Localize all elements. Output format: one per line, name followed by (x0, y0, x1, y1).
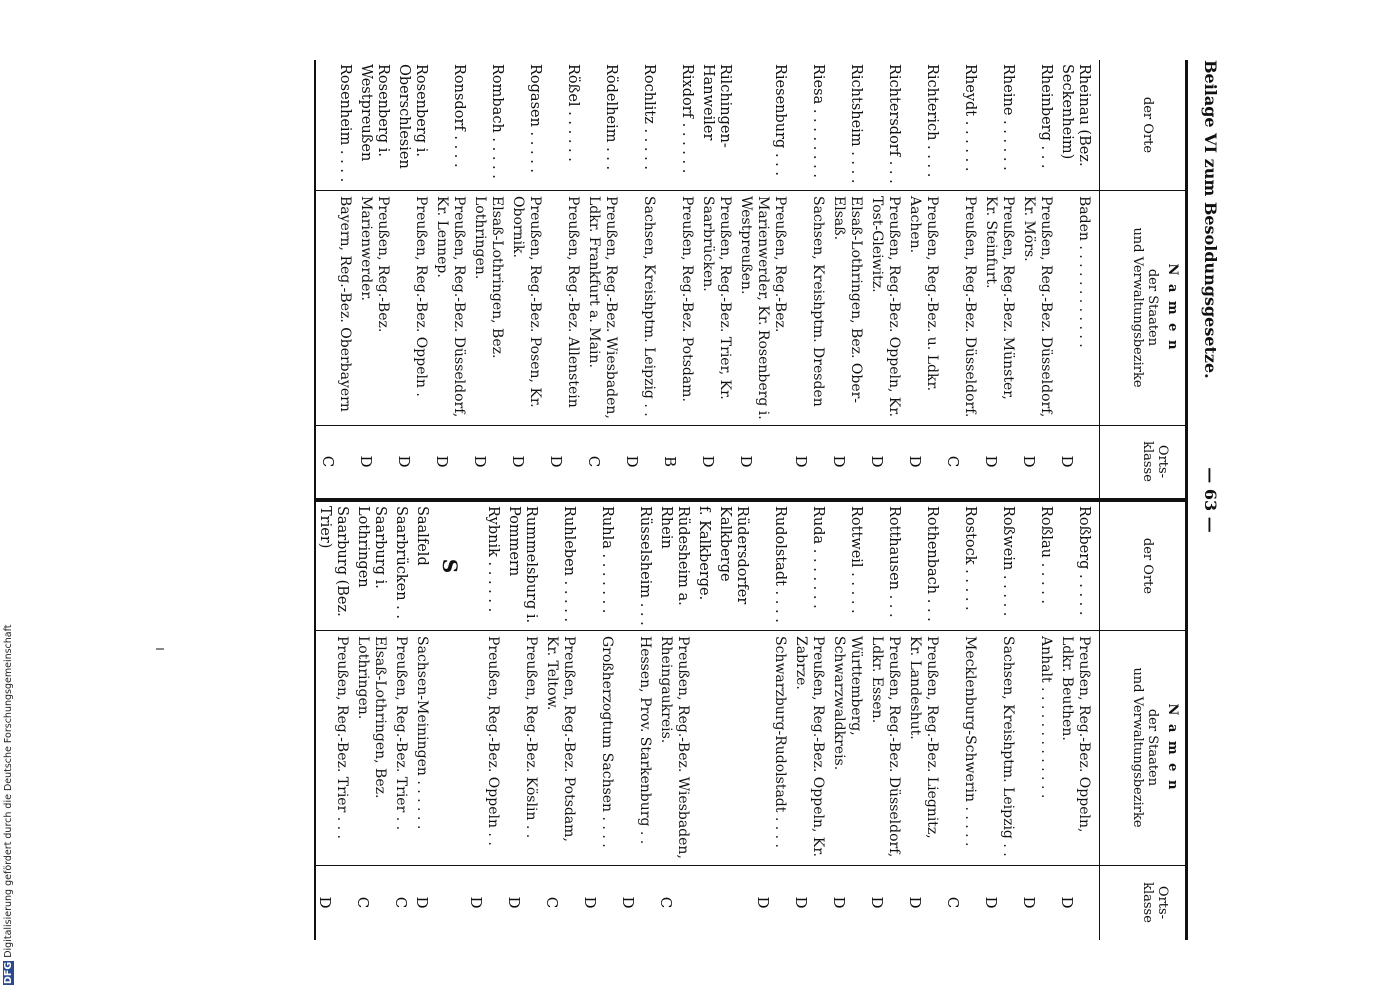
place-name: Rothenbach . . . (924, 506, 940, 622)
col-header-orte-right: der Orte (1140, 537, 1155, 595)
ortsklasse: D (467, 896, 485, 909)
ortsklasse: C (944, 896, 962, 909)
state-district: Preußen, Reg.-Bez. Oppeln, Kr. Zabrze. (793, 636, 826, 857)
state-district: Preußen, Reg.-Bez. Marienwerder. (358, 196, 391, 333)
ortsklasse: D (868, 896, 886, 909)
place-name: Saarburg (Bez. Trier) (317, 506, 350, 617)
state-district: Preußen, Reg.-Bez. Trier, Kr. Saarbrücken. (700, 196, 733, 400)
ortsklasse: D (357, 455, 375, 468)
place-name: Rosenberg i. Westpreußen (358, 64, 391, 162)
state-district: Preußen, Reg.-Bez. Potsdam, Kr. Teltow. (544, 636, 577, 842)
state-district: Preußen, Reg.-Bez. Liegnitz, Kr. Landeshut. (907, 636, 940, 839)
place-name: Rogasen . . . . . (527, 64, 543, 174)
ortsklasse: D (471, 455, 489, 468)
col-header-orte-left: der Orte (1140, 96, 1155, 154)
place-name: Richterich . . . . (924, 64, 940, 178)
left-col-rule-1 (314, 190, 1188, 191)
ortsklasse: D (1020, 455, 1038, 468)
state-district: Preußen, Reg.-Bez. Trier . . . (334, 636, 350, 839)
state-district: Württemberg, Schwarzwaldkreis. (831, 636, 864, 771)
ortsklasse: C (354, 896, 372, 909)
ortsklasse: D (509, 455, 527, 468)
place-name: Saalfeld (414, 506, 430, 566)
state-district: Sachsen, Kreishptm. Leipzig . . (641, 196, 657, 417)
place-name: Rybnik . . . . . . (485, 506, 501, 613)
ortsklasse: D (982, 455, 1000, 468)
ortsklasse: D (619, 896, 637, 909)
col-header-klasse-left: Orts- klasse (1140, 441, 1170, 482)
place-name: Rheydt . . . . . . (962, 64, 978, 172)
state-district: Preußen, Reg.-Bez. Düsseldorf, Ldkr. Essen. (869, 636, 902, 858)
state-district: Elsaß-Lothringen, Bez. Lothringen. (472, 196, 505, 359)
state-district: Sachsen, Kreishptm. Dresden (810, 196, 826, 407)
right-col-rule-2 (314, 865, 1188, 866)
col-header-namen-right: N a m e n (1165, 703, 1180, 792)
state-district: Preußen, Reg.-Bez. Düsseldorf. (962, 196, 978, 418)
place-name: Rottweil . . . . . (848, 506, 864, 614)
place-name: Saarbrücken . . (393, 506, 409, 619)
state-district: Baden . . . . . . . . . . . . (1076, 196, 1092, 348)
place-name: Rheinberg . . . (1038, 64, 1054, 169)
ortsklasse: D (1020, 896, 1038, 909)
place-name: Rummelsburg i. Pommern (506, 506, 539, 624)
ortsklasse: D (792, 896, 810, 909)
ortsklasse: D (581, 896, 599, 909)
place-name: Richtersdorf . . . (886, 64, 902, 184)
right-col-rule-1 (314, 630, 1188, 631)
ortsklasse: D (868, 455, 886, 468)
ortsklasse: C (392, 896, 410, 909)
place-name: Rößel . . . . . . (565, 64, 581, 162)
place-name: Roßlau . . . . . (1038, 506, 1054, 605)
place-name: f. Kalkberge. (696, 506, 712, 601)
place-name: Rosenberg i. Oberschlesien (396, 64, 429, 169)
col-header-staaten-right: der Staaten und Verwaltungsbezirke (1130, 667, 1160, 828)
state-district: Preußen, Reg.-Bez. Wiesbaden, Rheingaukreis. (658, 636, 691, 859)
state-district: Sachsen-Meiningen . . . . . . (414, 636, 430, 830)
place-name: Rheine . . . . . . (1000, 64, 1016, 171)
place-name: Saarburg i. Lothringen (355, 506, 388, 589)
place-name: Ronsdorf . . . . (451, 64, 467, 168)
state-district: Preußen, Reg.-Bez. Potsdam. (679, 196, 695, 402)
place-name: Rheinau (Bez. Seckenheim) (1059, 64, 1092, 167)
ortsklasse: D (830, 896, 848, 909)
state-district: Schwarzburg-Rudolstadt . . . . (772, 636, 788, 848)
ortsklasse: D (792, 455, 810, 468)
dfg-logo: DFG (3, 961, 14, 984)
dfg-footer (3, 605, 19, 985)
ortsklasse: C (543, 896, 561, 909)
state-district: Preußen, Reg.-Bez. Allenstein (565, 196, 581, 408)
place-name: Riesenburg . . . (772, 64, 788, 176)
ortsklasse: C (319, 455, 337, 468)
ortsklasse: D (737, 455, 755, 468)
place-name: Rochlitz . . . . . (641, 64, 657, 170)
state-district: Preußen, Reg.-Bez. Münster, Kr. Steinfurt. (983, 196, 1016, 400)
place-name: Roßwein . . . . . (1000, 506, 1016, 617)
ortsklasse: D (395, 455, 413, 468)
place-name: Ruhleben . . . . . (561, 506, 577, 623)
place-name: Riesa . . . . . . . . (810, 64, 826, 178)
ortsklasse: B (661, 455, 679, 468)
ortsklasse: D (316, 896, 334, 909)
place-name: Rödelheim . . . (603, 64, 619, 171)
section-letter: S (438, 558, 462, 574)
place-name: Rüdesheim a. Rhein (658, 506, 691, 606)
place-name: Roßberg . . . . . (1076, 506, 1092, 616)
ortsklasse: D (906, 896, 924, 909)
ortsklasse: D (1058, 896, 1076, 909)
col-header-staaten-left: der Staaten und Verwaltungsbezirke (1130, 227, 1160, 388)
rotated-page (300, 60, 1230, 940)
place-name: Rostock . . . . . (962, 506, 978, 611)
ortsklasse: D (1058, 455, 1076, 468)
ortsklasse: C (944, 455, 962, 468)
col-header-klasse-right: Orts- klasse (1140, 882, 1170, 923)
state-district: Preußen, Reg.-Bez. Düsseldorf, Kr. Lennep. (434, 196, 467, 418)
place-name: Rosenheim . . . . (337, 64, 353, 183)
ortsklasse: D (982, 896, 1000, 909)
state-district: Sachsen, Kreishptm. Leipzig . . (1000, 636, 1016, 857)
state-district: Mecklenburg-Schwerin . . . . . (962, 636, 978, 847)
state-district: Preußen, Reg.-Bez. Düsseldorf, Kr. Mörs. (1021, 196, 1054, 418)
ortsklasse: D (906, 455, 924, 468)
ortsklasse: D (699, 455, 717, 468)
state-district: Großherzogtum Sachsen . . . . (599, 636, 615, 848)
state-district: Preußen, Reg.-Bez. Marienwerder, Kr. Rosenberg i. Westpreußen. (738, 196, 788, 420)
state-district: Preußen, Reg.-Bez. Posen, Kr. Obornik. (510, 196, 543, 408)
place-name: Rixdorf . . . . . . (679, 64, 695, 174)
running-title: Beilage VI zum Besoldungsgesetze. (1201, 60, 1220, 379)
state-district: Preußen, Reg.-Bez. Köslin . . (523, 636, 539, 839)
ortsklasse: C (585, 455, 603, 468)
ortsklasse: D (623, 455, 641, 468)
state-district: Preußen, Reg.-Bez. Oppeln . (413, 196, 429, 397)
ortsklasse: D (830, 455, 848, 468)
place-name: Ruda . . . . . . . (810, 506, 826, 609)
ortsklasse: D (547, 455, 565, 468)
place-name: Rilchingen-Hanweiler (700, 64, 733, 148)
state-district: Bayern, Reg.-Bez. Oberbayern (337, 196, 353, 412)
state-district: Preußen, Reg.-Bez. Oppeln, Ldkr. Beuthen. (1059, 636, 1092, 833)
ortsklasse: C (657, 896, 675, 909)
place-name: Richtsheim . . . . (848, 64, 864, 184)
place-name: Rudolstadt . . . . (772, 506, 788, 623)
state-district: Preußen, Reg.-Bez. Oppeln, Kr. Tost-Gleiwitz. (869, 196, 902, 417)
state-district: Preußen, Reg.-Bez. Oppeln . . (485, 636, 501, 846)
state-district: Anhalt . . . . . . . . . . . . . (1038, 636, 1054, 799)
state-district: Preußen, Reg.-Bez. u. Ldkr. Aachen. (907, 196, 940, 392)
place-name: Rüsselsheim . . . (637, 506, 653, 626)
place-name: Ruhla . . . . . . . (599, 506, 615, 614)
footer-text: Digitalisierung gefördert durch die Deutsche Forschungsgemeinschaft (3, 624, 14, 958)
state-district: Preußen, Reg.-Bez. Wiesbaden, Ldkr. Frankfurt a. Main. (586, 196, 619, 419)
place-name: Rüdersdorfer Kalkberge (717, 506, 750, 605)
state-district: Elsaß-Lothringen, Bez. Ober-Elsaß. (831, 196, 864, 404)
place-name: Rombach . . . . . (489, 64, 505, 179)
stray-mark (156, 648, 164, 650)
ortsklasse: D (754, 896, 772, 909)
ortsklasse: D (433, 455, 451, 468)
ortsklasse: D (413, 896, 431, 909)
ortsklasse: D (505, 896, 523, 909)
state-district: Preußen, Reg.-Bez. Trier . . (393, 636, 409, 831)
state-district: Hessen, Prov. Starkenburg . . (637, 636, 653, 845)
state-district: Elsaß-Lothringen, Bez. Lothringen. (355, 636, 388, 799)
place-name: Rotthausen . . . (886, 506, 902, 618)
page-number: — 63 — (1201, 467, 1220, 533)
col-header-namen-left: N a m e n (1165, 263, 1180, 352)
